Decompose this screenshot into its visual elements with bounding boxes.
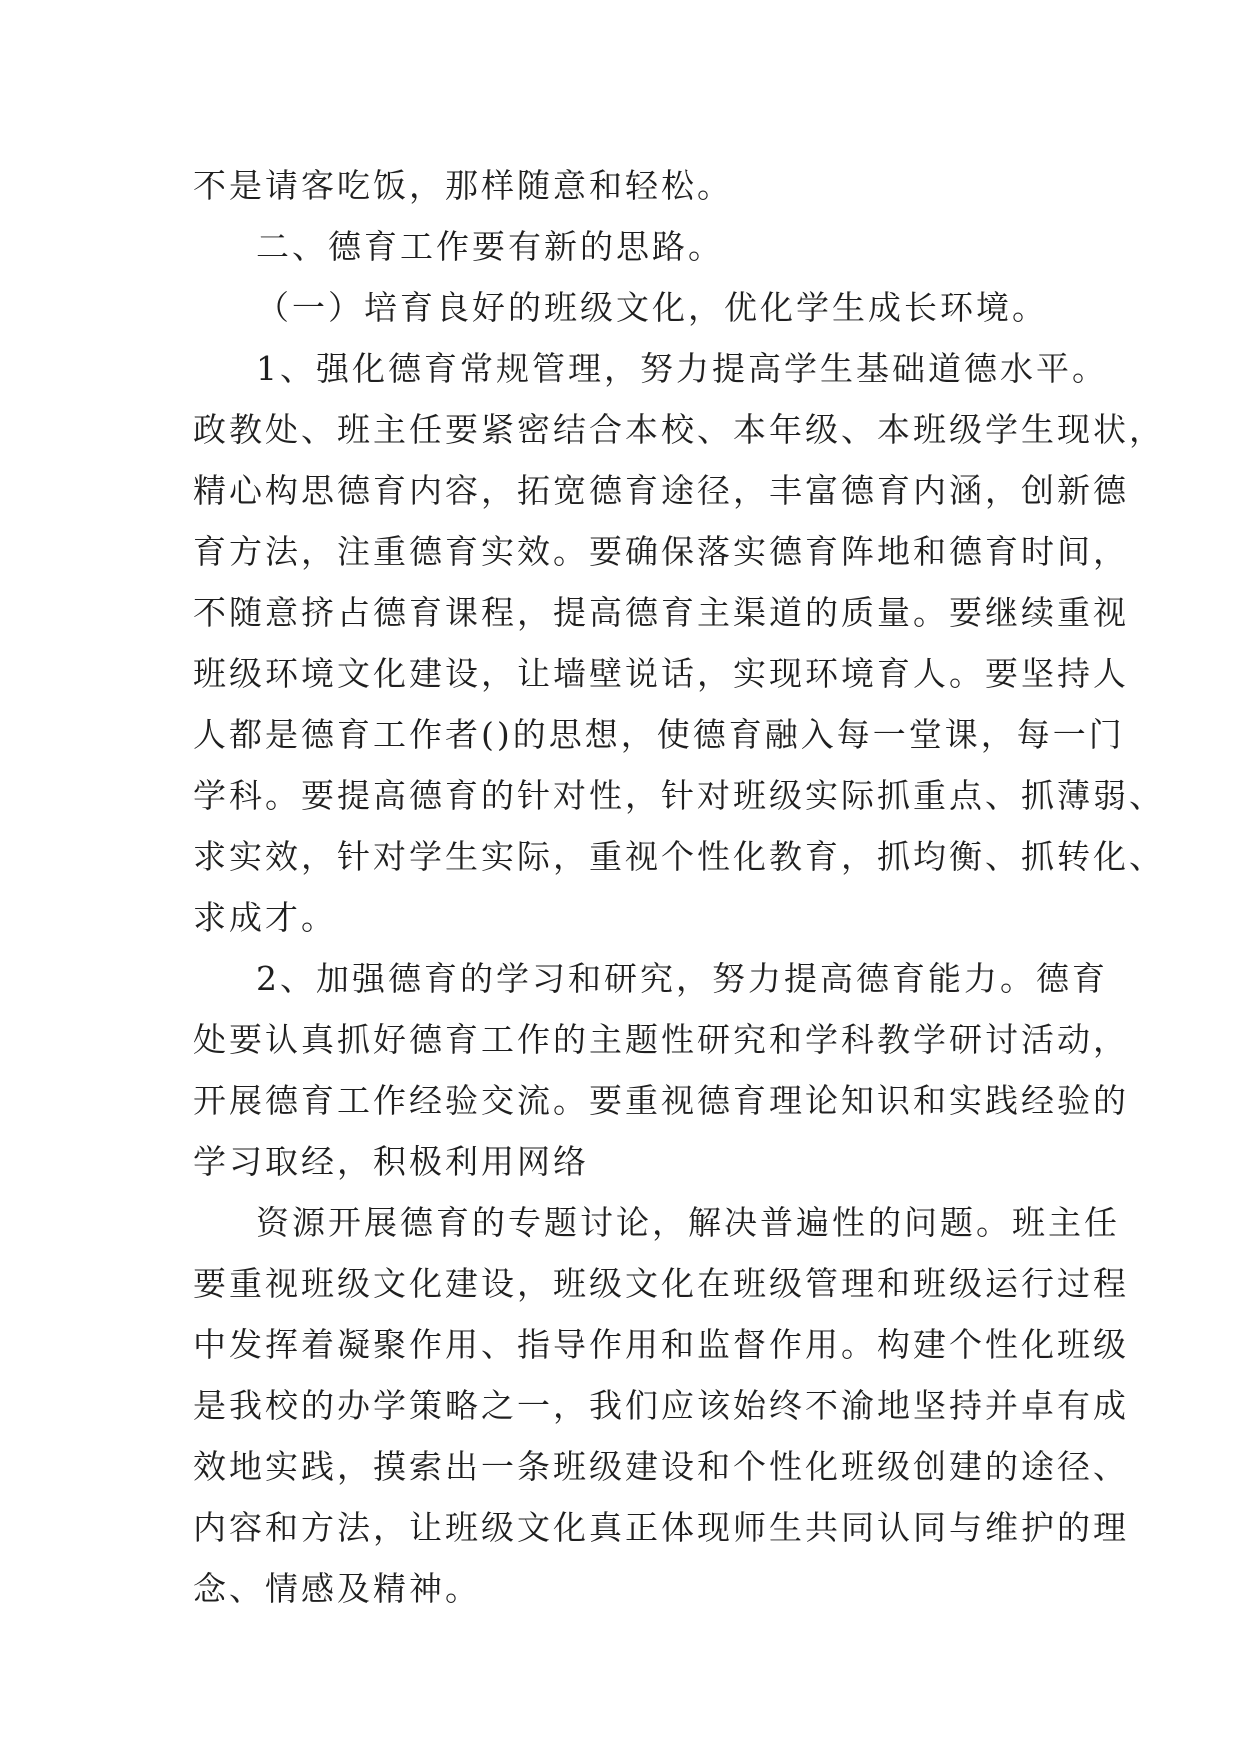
text-line: 不随意挤占德育课程，提高德育主渠道的质量。要继续重视 [193,593,1129,632]
text-line: 内容和方法，让班级文化真正体现师生共同认同与维护的理 [193,1508,1129,1547]
text-line: 中发挥着凝聚作用、指导作用和监督作用。构建个性化班级 [193,1325,1129,1364]
text-line: 政教处、班主任要紧密结合本校、本年级、本班级学生现状， [193,410,1165,449]
text-line: 是我校的办学策略之一，我们应该始终不渝地坚持并卓有成 [193,1386,1129,1425]
text-line: 求成才。 [193,898,337,937]
text-line: 处要认真抓好德育工作的主题性研究和学科教学研讨活动， [193,1020,1129,1059]
paragraph-start: 2、加强德育的学习和研究，努力提高德育能力。德育 [256,959,1108,998]
text-line: 学科。要提高德育的针对性，针对班级实际抓重点、抓薄弱、 [193,776,1165,815]
text-line: 要重视班级文化建设，班级文化在班级管理和班级运行过程 [193,1264,1129,1303]
text-line: 学习取经，积极利用网络 [193,1142,589,1181]
text-line: 育方法，注重德育实效。要确保落实德育阵地和德育时间， [193,532,1129,571]
section-heading: 二、德育工作要有新的思路。 [256,227,724,266]
text-line: 精心构思德育内容，拓宽德育途径，丰富德育内涵，创新德 [193,471,1129,510]
text-line: 不是请客吃饭，那样随意和轻松。 [193,166,733,205]
text-line: 班级环境文化建设，让墙壁说话，实现环境育人。要坚持人 [193,654,1129,693]
text-line: 人都是德育工作者()的思想，使德育融入每一堂课，每一门 [193,715,1125,754]
text-line: 效地实践，摸索出一条班级建设和个性化班级创建的途径、 [193,1447,1129,1486]
subsection-heading: （一）培育良好的班级文化，优化学生成长环境。 [256,288,1048,327]
paragraph-start: 资源开展德育的专题讨论，解决普遍性的问题。班主任 [256,1203,1120,1242]
text-line: 求实效，针对学生实际，重视个性化教育，抓均衡、抓转化、 [193,837,1165,876]
document-body [193,155,1165,1619]
paragraph-start: 1、强化德育常规管理，努力提高学生基础道德水平。 [256,349,1108,388]
text-line: 开展德育工作经验交流。要重视德育理论知识和实践经验的 [193,1081,1129,1120]
text-line: 念、情感及精神。 [193,1569,481,1608]
